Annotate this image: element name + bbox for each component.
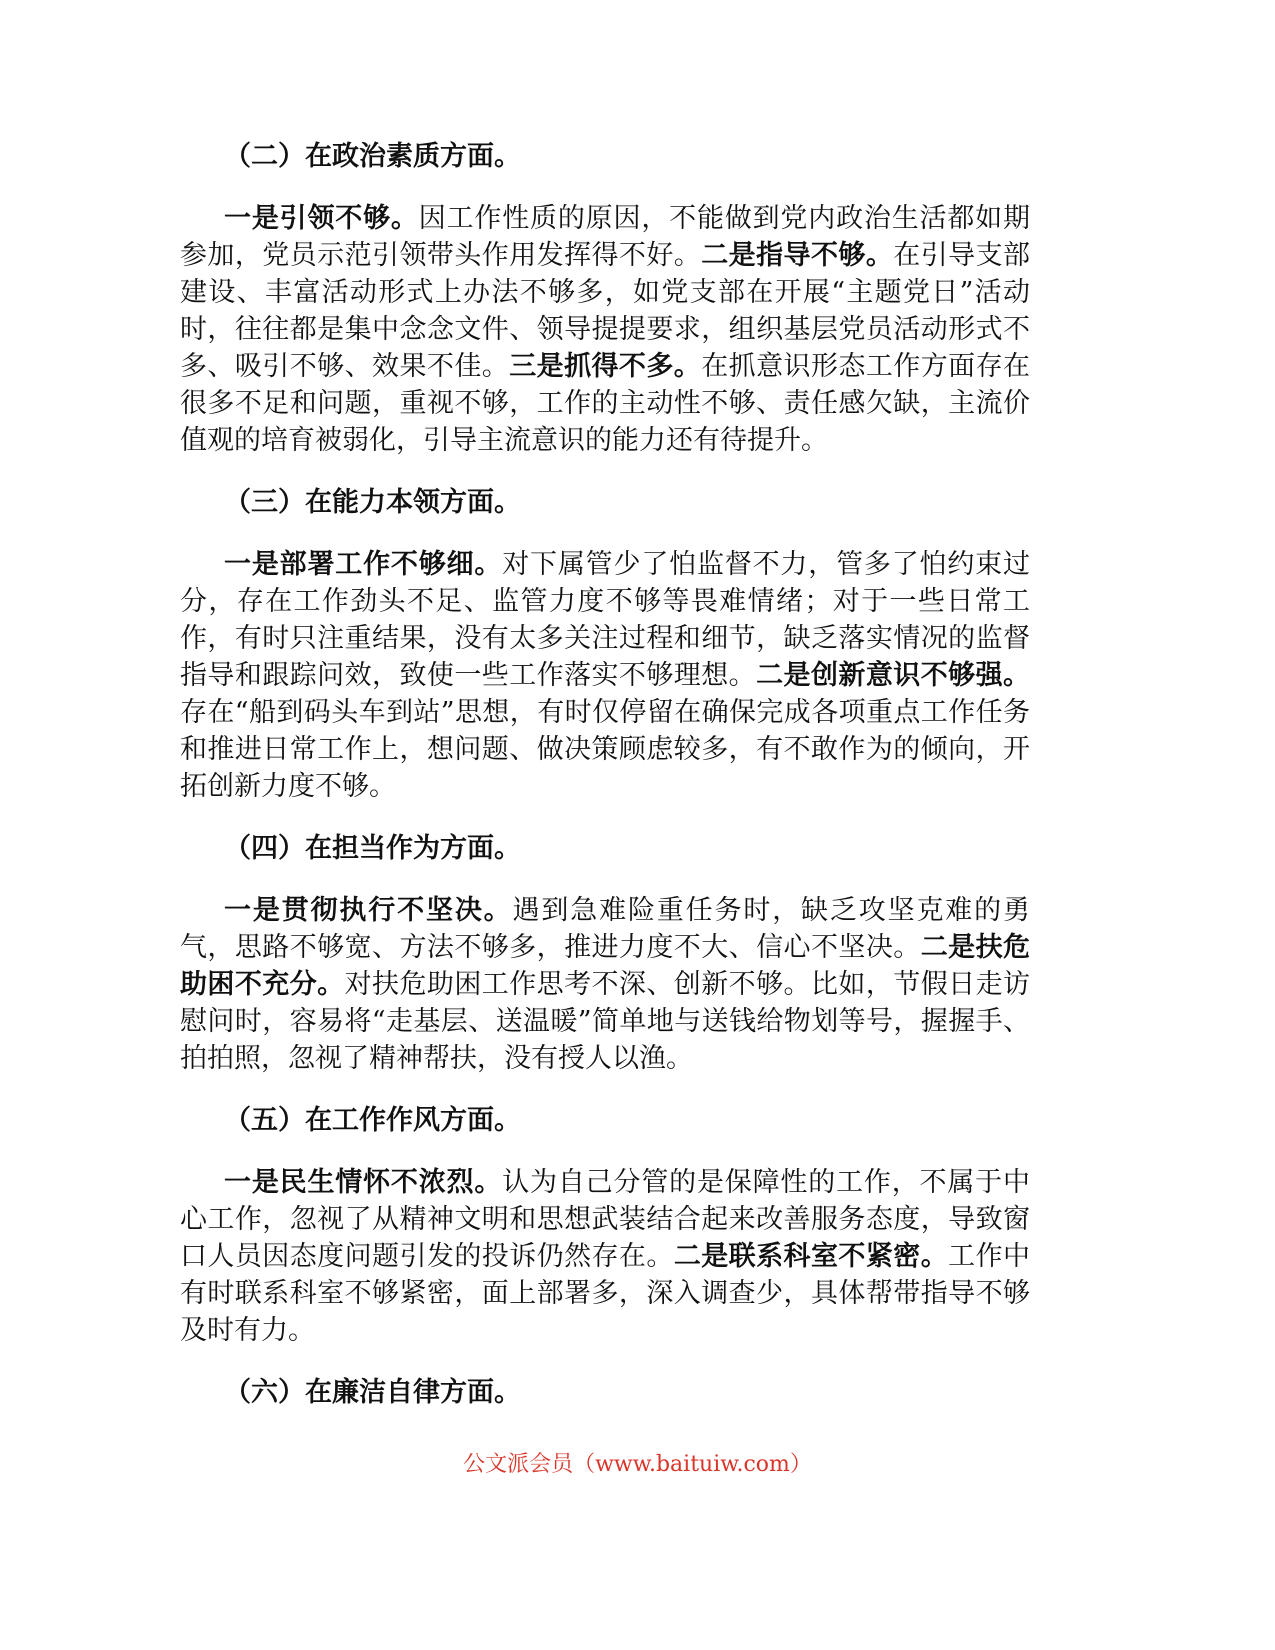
point-label: 一是部署工作不够细。 [224,549,503,580]
point-label: 一是引领不够。 [224,203,419,234]
point-text: 认为自己分管的是保障性的工作，不属于中心工作，忽视了从精神文明和思想武装结合起来改善服务态度，导致窗口人员因态度问题引发的投诉仍然存在。 [180,1167,1031,1272]
point-label: 二是联系科室不紧密。 [673,1241,949,1272]
point-label: 二是扶危助困不充分。 [180,932,1031,1000]
point-label: 三是抓得不多。 [509,351,702,382]
point-label: 一是贯彻执行不坚决。 [224,895,513,926]
section-heading: （二）在政治素质方面。 [224,141,521,172]
section-paragraph [180,1164,1030,1349]
point-label: 二是指导不够。 [701,240,894,271]
section-paragraph [180,892,1030,1077]
point-text: 遇到急难险重任务时，缺乏攻坚克难的勇气，思路不够宽、方法不够多，推进力度不大、信心不坚决。 [180,895,1031,963]
section-heading: （五）在工作作风方面。 [224,1105,521,1136]
point-label: 一是民生情怀不浓烈。 [224,1167,503,1198]
watermark-footer: 公文派会员（www.baituiw.com） [463,1452,812,1477]
point-text: 在抓意识形态工作方面存在很多不足和问题，重视不够，工作的主动性不够、责任感欠缺，主流价值观的培育被弱化，引导主流意识的能力还有待提升。 [180,351,1031,456]
point-text: 对扶危助困工作思考不深、创新不够。比如，节假日走访慰问时，容易将“走基层、送温暖”简单地与送钱给物划等号，握握手、拍拍照，忽视了精神帮扶，没有授人以渔。 [180,969,1031,1074]
section-paragraph [180,200,1030,459]
section-heading: （四）在担当作为方面。 [224,833,521,864]
section-heading: （三）在能力本领方面。 [224,487,521,518]
point-text: 因工作性质的原因，不能做到党内政治生活都如期参加，党员示范引领带头作用发挥得不好。 [180,203,1030,271]
document-body [180,138,1030,1436]
section-heading: （六）在廉洁自律方面。 [224,1377,521,1408]
point-text: 存在“船到码头车到站”思想，有时仅停留在确保完成各项重点工作任务和推进日常工作上，想问题、做决策顾虑较多，有不敢作为的倾向，开拓创新力度不够。 [180,697,1030,802]
point-text: 工作中有时联系科室不够紧密，面上部署多，深入调查少，具体帮带指导不够及时有力。 [180,1241,1031,1346]
point-text: 在引导支部建设、丰富活动形式上办法不够多，如党支部在开展“主题党日”活动时，往往都是集中念念文件、领导提提要求，组织基层党员活动形式不多、吸引不够、效果不佳。 [180,240,1031,382]
point-label: 二是创新意识不够强。 [756,660,1031,691]
point-text: 对下属管少了怕监督不力，管多了怕约束过分，存在工作劲头不足、监管力度不够等畏难情绪；对于一些日常工作，有时只注重结果，没有太多关注过程和细节，缺乏落实情况的监督指导和跟踪问效，致使一些工作落实不够理想。 [180,549,1031,691]
section-paragraph [180,546,1030,805]
